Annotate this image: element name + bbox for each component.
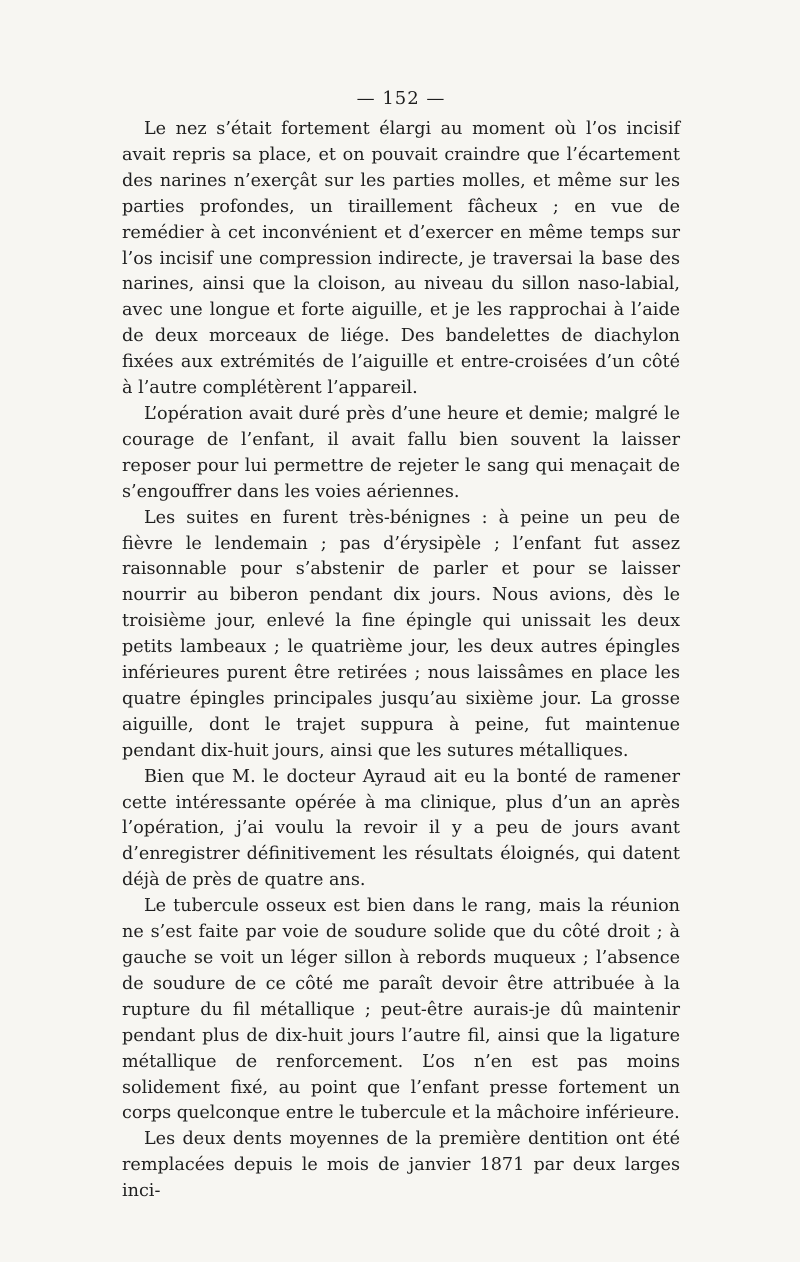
paragraph-2: L’opération avait duré près d’une heure et demie; malgré le courage de l’enfant, il avait fallu bien souvent la laisser reposer pour lui permettre de rejeter le sang qui menaçait de s’engouffrer dans les voies aériennes. <box>122 403 680 502</box>
paragraph-4: Bien que M. le docteur Ayraud ait eu la bonté de ramener cette intéressante opérée à ma clinique, plus d’un an après l’opération, j’ai voulu la revoir il y a peu de jours avant d’enregistrer définitivement les résultats éloignés, qui datent déjà de près de quatre ans. <box>122 766 680 891</box>
paragraph-1: Le nez s’était fortement élargi au moment où l’os incisif avait repris sa place, et on pouvait craindre que l’écartement des narines n’exerçât sur les parties molles, et même sur les parties profondes, un tiraillement fâcheux ; en vue de remédier à cet inconvénient et d’exercer en même temps sur l’os incisif une compression indirecte, je traversai la base des narines, ainsi que la cloison, au niveau du sillon naso-labial, avec une longue et forte aiguille, et je les rapprochai à l’aide de deux morceaux de liége. Des bandelettes de diachylon fixées aux extrémités de l’aiguille et entre-croisées d’un côté à l’autre complétèrent l’appareil. <box>122 119 680 399</box>
paragraph-3: Les suites en furent très-bénignes : à peine un peu de fièvre le lendemain ; pas d’érysipèle ; l’enfant fut assez raisonnable pour s’abstenir de parler et pour se laisser nourrir au biberon pendant dix jours. Nous avions, dès le troisième jour, enlevé la fine épingle qui unissait les deux petits lambeaux ; le quatrième jour, les deux autres épingles inférieures purent être retirées ; nous laissâmes en place les quatre épingles principales jusqu’au sixième jour. La grosse aiguille, dont le trajet suppura à peine, fut maintenue pendant dix-huit jours, ainsi que les sutures métalliques. <box>122 507 680 761</box>
page-number: — 152 — <box>356 88 446 109</box>
book-page <box>122 86 680 1205</box>
paragraph-6: Les deux dents moyennes de la première dentition ont été remplacées depuis le mois de janvier 1871 par deux larges inci- <box>122 1129 680 1202</box>
paragraph-5: Le tubercule osseux est bien dans le rang, mais la réunion ne s’est faite par voie de soudure solide que du côté droit ; à gauche se voit un léger sillon à rebords muqueux ; l’absence de soudure de ce côté me paraît devoir être attribuée à la rupture du fil métallique ; peut-être aurais-je dû maintenir pendant plus de dix-huit jours l’autre fil, ainsi que la ligature métallique de renforcement. L’os n’en est pas moins solidement fixé, au point que l’enfant presse fortement un corps quelconque entre le tubercule et la mâchoire inférieure. <box>122 896 680 1124</box>
